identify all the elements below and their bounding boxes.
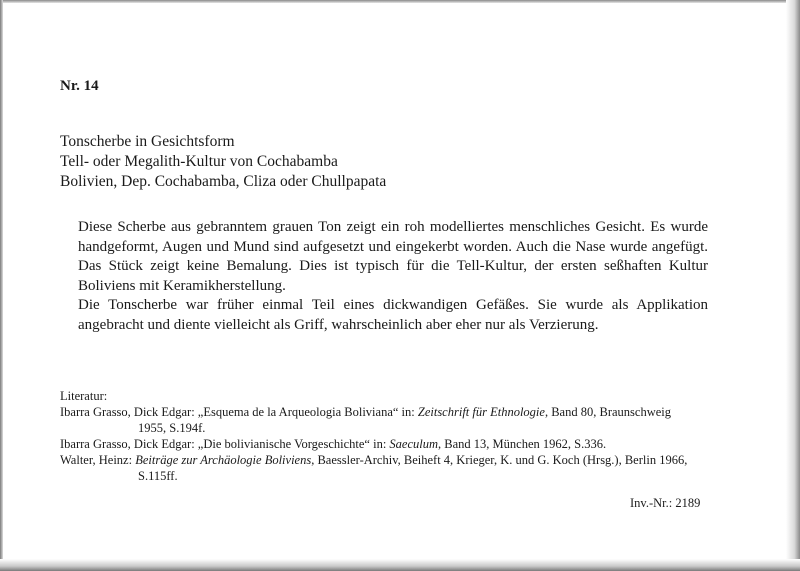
reference-details: , Band 80, Braunschweig 1955, S.194f. [138, 405, 671, 435]
reference-details: , Baessler-Archiv, Beiheft 4, Krieger, K. und G. Koch (Hrsg.), Berlin 1966, S.115ff. [138, 453, 688, 483]
literature-heading: Literatur: [60, 389, 108, 403]
scan-edge-right [786, 0, 800, 571]
description [78, 218, 708, 335]
object-title: Tonscherbe in Gesichtsform [60, 133, 235, 150]
description-paragraph: Die Tonscherbe war früher einmal Teil eines dickwandigen Gefäßes. Sie wurde als Applikation angebracht und diente vielleicht als Griff, wahrscheinlich aber eher nur als Verzierung. [78, 297, 708, 333]
object-title-block [60, 132, 386, 192]
reference-publication: Zeitschrift für Ethnologie [417, 405, 545, 419]
catalog-number: Nr. 14 [60, 78, 99, 94]
reference-publication: Saeculum [389, 437, 439, 451]
literature-reference [60, 436, 700, 452]
description-paragraph: Diese Scherbe aus gebranntem grauen Ton zeigt ein roh modelliertes menschliches Gesicht. Es wurde handgeformt, Augen und Mund sind aufgesetzt und eingekerbt worden. Auch die Nase wurde angefügt. Das Stück zeigt keine Bemalung. Dies ist typisch für die Tell-Kultur, der ersten seßhaften Kultur Boliviens mit Keramikherstellung. [78, 219, 708, 294]
reference-publication: Beiträge zur Archäologie Boliviens [135, 453, 312, 467]
object-location: Bolivien, Dep. Cochabamba, Cliza oder Chullpapata [60, 173, 387, 190]
reference-author: Walter, Heinz: [60, 453, 136, 467]
literature-reference [60, 452, 700, 484]
object-culture: Tell- oder Megalith-Kultur von Cochabamba [60, 153, 338, 170]
reference-author: Ibarra Grasso, Dick Edgar: „Esquema de la Arqueologia Boliviana“ in: [60, 405, 418, 419]
inventory-number: Inv.-Nr.: 2189 [630, 496, 701, 510]
scan-edge-left [0, 0, 3, 571]
scan-edge-top [0, 0, 800, 3]
literature-section [60, 388, 700, 484]
reference-details: , Band 13, München 1962, S.336. [438, 437, 607, 451]
literature-reference [60, 404, 700, 436]
reference-author: Ibarra Grasso, Dick Edgar: „Die bolivianische Vorgeschichte“ in: [60, 437, 390, 451]
scan-edge-bottom [0, 559, 800, 571]
